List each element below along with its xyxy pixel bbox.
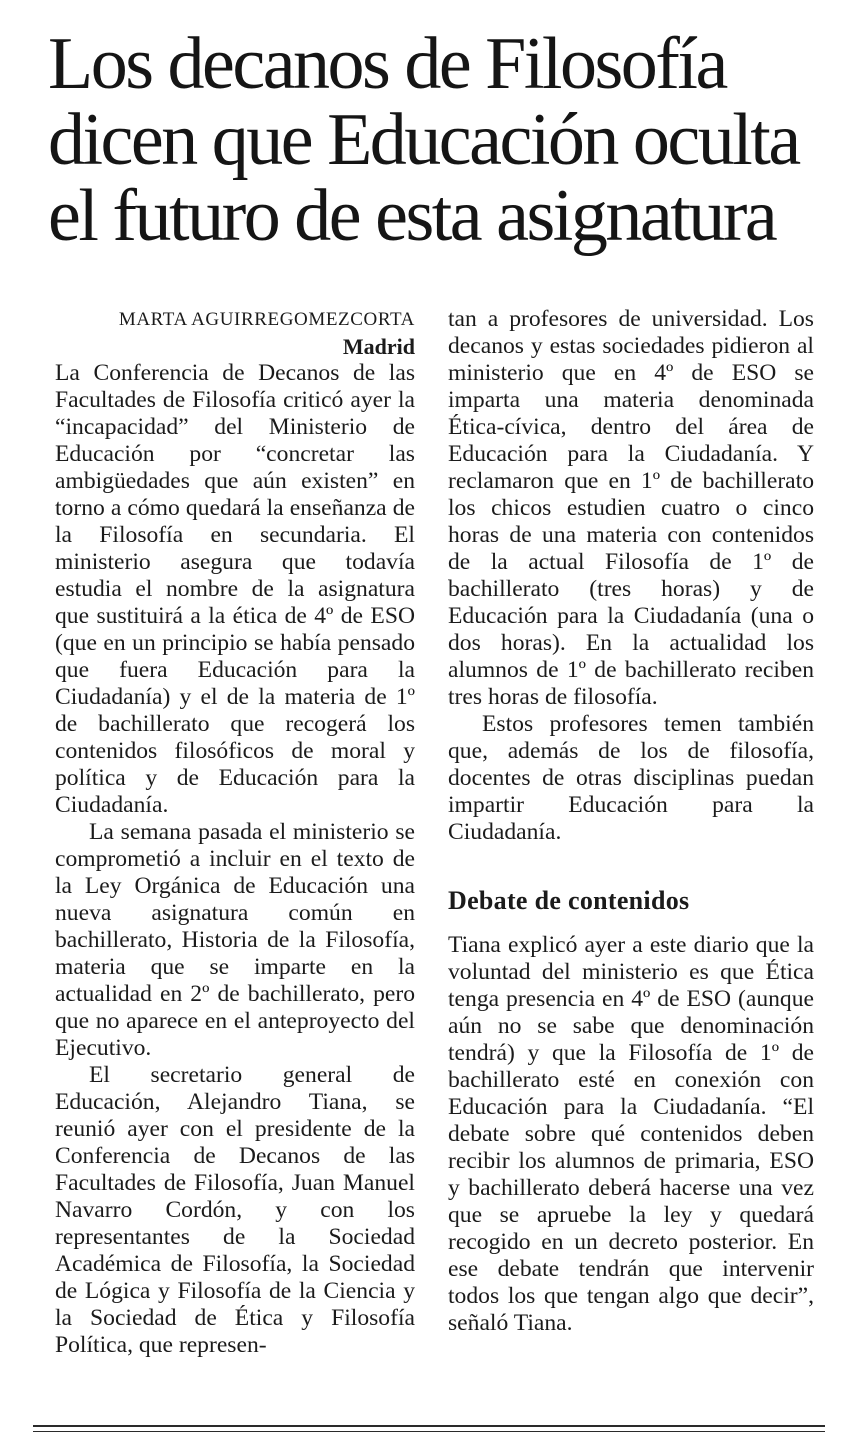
paragraph-3-continued: tan a profesores de universidad. Los decanos y estas sociedades pidieron al ministerio que en 4º de ESO se imparta una materia denominada Ética-cívica, dentro del área de Educación para la Ciudadanía. Y reclamaron que en 1º de bachillerato los chicos estudien cuatro o cinco horas de una materia con contenidos de la actual Filosofía de 1º de bachillerato (tres horas) y de Educación para la Ciudadanía (una o dos horas). En la actualidad los alumnos de 1º de bachillerato reciben tres horas de filosofía. — [448, 306, 814, 710]
paragraph-2: La semana pasada el ministerio se comprometió a incluir en el texto de la Ley Orgánica de Educación una nueva asignatura común en bachillerato, Historia de la Filosofía, materia que se imparte en la actualidad en 2º de bachillerato, pero que no aparece en el anteproyecto del Ejecutivo. — [55, 819, 415, 1061]
article-column-right — [448, 306, 814, 1337]
article-column-left — [55, 306, 415, 1359]
headline-line-2: dicen que Educación oculta — [48, 99, 799, 181]
paragraph-5: Tiana explicó ayer a este diario que la voluntad del ministerio es que Ética tenga presencia en 4º de ESO (aunque aún no se sabe que denominación tendrá) y que la Filosofía de 1º de bachillerato esté en conexión con Educación para la Ciudadanía. “El debate sobre qué contenidos deben recibir los alumnos de primaria, ESO y bachillerato deberá hacerse una vez que se apruebe la ley y quedará recogido en un decreto posterior. En ese debate tendrán que intervenir todos los que tengan algo que decir”, señaló Tiana. — [448, 932, 814, 1336]
headline-line-1: Los decanos de Filosofía — [48, 23, 726, 105]
paragraph-3: El secretario general de Educación, Alejandro Tiana, se reunió ayer con el presidente de la Conferencia de Decanos de las Facultades de Filosofía, Juan Manuel Navarro Cordón, y con los representantes de la Sociedad Académica de Filosofía, la Sociedad de Lógica y Filosofía de la Ciencia y la Sociedad de Ética y Filosofía Política, que represen- — [55, 1062, 415, 1358]
subheading: Debate de contenidos — [448, 886, 690, 915]
headline — [48, 23, 848, 257]
paragraph-1: La Conferencia de Decanos de las Facultades de Filosofía criticó ayer la “incapacidad” del Ministerio de Educación por “concretar las ambigüedades que aún existen” en torno a cómo quedará la enseñanza de la Filosofía en secundaria. El ministerio asegura que todavía estudia el nombre de la asignatura que sustituirá a la ética de 4º de ESO (que en un principio se había pensado que fuera Educación para la Ciudadanía) y el de la materia de 1º de bachillerato que recogerá los contenidos filosóficos de moral y política y de Educación para la Ciudadanía. — [55, 360, 415, 818]
paragraph-4: Estos profesores temen también que, además de los de filosofía, docentes de otras disciplinas puedan impartir Educación para la Ciudadanía. — [448, 711, 814, 845]
byline-author: MARTA AGUIRREGOMEZCORTA — [118, 309, 415, 330]
headline-line-3: el futuro de esta asignatura — [48, 175, 776, 257]
byline-city: Madrid — [342, 334, 415, 359]
bottom-rule — [33, 1425, 825, 1432]
